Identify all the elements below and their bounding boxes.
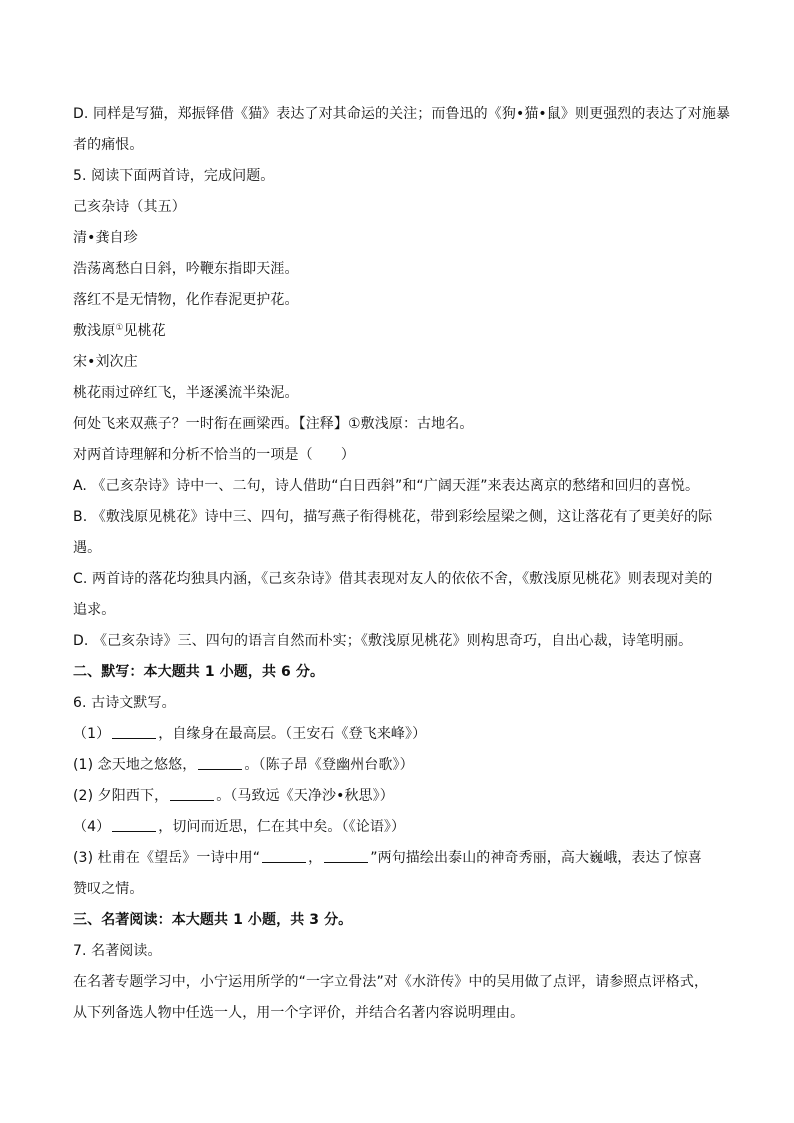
poem1-line2: 落红不是无情物，化作春泥更护花。: [73, 292, 299, 308]
poem2-line2: 何处飞来双燕子？一时衔在画梁西。【注释】①敷浅原：古地名。: [73, 416, 474, 432]
q6-item4-suffix: ，切问而近思，仁在其中矣。（《论语》）: [158, 819, 406, 835]
q7-line2: 从下列备选人物中任选一人，用一个字评价，并结合名著内容说明理由。: [73, 1005, 525, 1021]
q6-item4: [73, 812, 723, 843]
poem2-title: [73, 316, 723, 347]
answer-blank[interactable]: [112, 724, 156, 739]
q6-item5-prefix: (3) 杜甫在《望岳》一诗中用“: [73, 850, 261, 866]
answer-blank[interactable]: [198, 755, 242, 770]
answer-blank[interactable]: [170, 786, 214, 801]
q4-option-d-line2: 者的痛恨。: [73, 137, 144, 153]
q7-line1: 在名著专题学习中，小宁运用所学的“一字立骨法”对《水浒传》中的吴用做了点评，请参照点评格式，: [73, 974, 709, 990]
q6-item1-suffix: ，自缘身在最高层。（王安石《登飞来峰》）: [158, 726, 427, 742]
answer-blank[interactable]: [262, 848, 306, 863]
poem1-line1: 浩荡离愁白日斜，吟鞭东指即天涯。: [73, 261, 299, 277]
q5-option-b-line1: B. 《敷浅原见桃花》诗中三、四句，描写燕子衔得桃花，带到彩绘屋梁之侧，这让落花有了更美好的际: [73, 509, 713, 525]
poem1-author: 清•龚自珍: [73, 230, 138, 246]
q6-item2-suffix: 。（陈子昂《登幽州台歌》）: [244, 757, 414, 773]
q7-stem: 7. 名著阅读。: [73, 943, 162, 959]
q6-item5-line2: 赞叹之情。: [73, 881, 144, 897]
q5-option-b-line2: 遇。: [73, 540, 102, 556]
q5-question: 对两首诗理解和分析不恰当的一项是（ ）: [73, 447, 355, 463]
q5-option-c-line2: 追求。: [73, 602, 116, 618]
section2-heading: 二、默写：本大题共 1 小题，共 6 分。: [73, 664, 325, 680]
poem2-title-b: 见桃花: [123, 323, 166, 339]
exam-page: [73, 99, 731, 1029]
q5-option-c-line1: C. 两首诗的落花均独具内涵，《己亥杂诗》借其表现对友人的依依不舍，《敷浅原见桃花》则表现对美的: [73, 571, 713, 587]
poem1-title: 己亥杂诗（其五）: [73, 199, 186, 215]
q6-item3: [73, 781, 723, 812]
section3-heading: 三、名著阅读：本大题共 1 小题，共 3 分。: [73, 912, 353, 928]
q5-option-d: D. 《己亥杂诗》三、四句的语言自然而朴实；《敷浅原见桃花》则构思奇巧，自出心裁，诗笔明丽。: [73, 633, 693, 649]
q4-option-d-line1: D. 同样是写猫，郑振铎借《猫》表达了对其命运的关注；而鲁迅的《狗•猫•鼠》则更强烈的表达了对施暴: [73, 106, 731, 122]
q6-item4-prefix: （4）: [73, 819, 111, 835]
answer-blank[interactable]: [324, 848, 368, 863]
q6-item5-suffix: ”两句描绘出泰山的神奇秀丽，高大巍峨，表达了惊喜: [370, 850, 702, 866]
poem2-title-a: 敷浅原: [73, 323, 116, 339]
q6-item1: [73, 719, 723, 750]
poem2-note-marker: ①: [115, 323, 124, 333]
q6-item5: [73, 843, 723, 874]
q6-item3-suffix: 。（马致远《天净沙•秋思》）: [216, 788, 394, 804]
q6-item3-prefix: (2) 夕阳西下，: [73, 788, 169, 804]
q5-option-a: A. 《己亥杂诗》诗中一、二句，诗人借助“白日西斜”和“广阔天涯”来表达离京的愁绪和回归的喜悦。: [73, 478, 700, 494]
q6-item1-prefix: （1）: [73, 726, 111, 742]
q6-stem: 6. 古诗文默写。: [73, 695, 176, 711]
answer-blank[interactable]: [112, 817, 156, 832]
q5-stem: 5. 阅读下面两首诗，完成问题。: [73, 168, 275, 184]
q6-item2-prefix: (1) 念天地之悠悠，: [73, 757, 197, 773]
q6-item2: [73, 750, 723, 781]
poem2-author: 宋•刘次庄: [73, 354, 138, 370]
q6-item5-middle: ，: [308, 850, 323, 866]
poem2-line1: 桃花雨过碎红飞，半逐溪流半染泥。: [73, 385, 299, 401]
